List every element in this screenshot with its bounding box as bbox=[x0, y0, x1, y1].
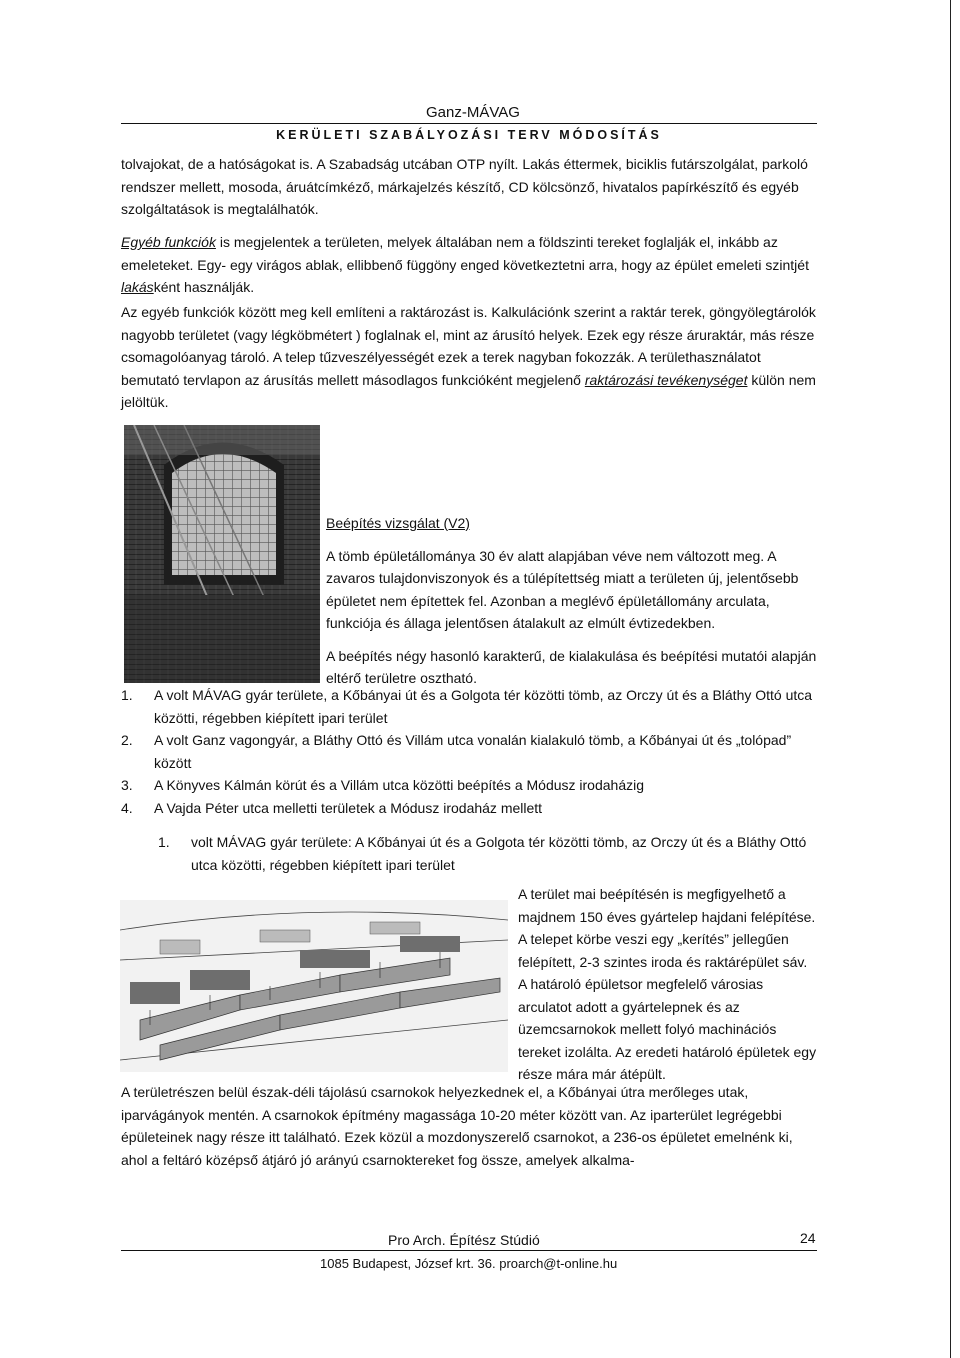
list-item-text: A volt Ganz vagongyár, a Bláthy Ottó és Villám utca vonalán kialakuló tömb, a Kőbányai út és „tolópad” között bbox=[154, 732, 792, 771]
page-number: 24 bbox=[800, 1230, 816, 1246]
header-subtitle: KERÜLETI SZABÁLYOZÁSI TERV MÓDOSÍTÁS bbox=[276, 128, 662, 142]
housing-term: lakás bbox=[121, 279, 154, 295]
list-item-text: A volt MÁVAG gyár területe, a Kőbányai út és a Golgota tér közötti tömb, az Orczy út és a Bláthy Ottó utca közötti, régebben kiépített ipari terület bbox=[154, 687, 813, 726]
header-title: Ganz-MÁVAG bbox=[426, 104, 520, 121]
storage-paragraph bbox=[121, 301, 817, 414]
intro-paragraph bbox=[121, 153, 817, 221]
halls-paragraph bbox=[121, 1081, 817, 1171]
subsection-heading bbox=[158, 831, 817, 876]
subsection-text: volt MÁVAG gyár területe: A Kőbányai út és a Golgota tér közötti tömb, az Orczy út és a Bláthy Ottó utca közötti, régebben kiépített ipari terület bbox=[191, 834, 807, 873]
scan-edge-line bbox=[950, 0, 951, 1358]
subsection-number: 1. bbox=[158, 834, 170, 850]
other-functions-text: is megjelentek a területen, melyek általában nem a földszinti tereket foglalják el, inkább az emeleteket. Egy- egy virágos ablak, ellibbenő függöny enged következtetni arra, hogy az épület emeleti szintjét bbox=[121, 234, 809, 273]
v2-heading: Beépítés vizsgálat (V2) bbox=[326, 515, 470, 531]
list-item bbox=[121, 797, 817, 820]
other-functions-paragraph bbox=[121, 231, 817, 299]
halls-text: A területrészen belül észak-déli tájolású csarnokok helyezkednek el, a Kőbányai útra merőleges utak, iparvágányok mentén. A csarnokok építmény magassága 10-20 méter között van. Az iparterület legrégebbi épületeinek nagy része itt található. Ezek közül a mozdonyszerelő csarnokot, a 236-os épületet emelnénk ki, ahol a feltáró középső átjáró jó arányú csarnoktereket fog össze, amelyek alkalma- bbox=[121, 1084, 793, 1168]
list-item-text: A Vajda Péter utca melletti területek a Módusz irodaház mellett bbox=[154, 799, 543, 816]
storage-term: raktározási tevékenységet bbox=[584, 371, 748, 388]
intro-text: tolvajokat, de a hatóságokat is. A Szabadság utcában OTP nyílt. Lakás éttermek, biciklis futárszolgálat, parkoló rendszer mellett, mosoda, áruátcímkéző, márkajelzés készítő, CD kölcsönző, hivatalos papírkészítő és egyéb szolgáltatások is megtalálhatók. bbox=[121, 156, 808, 217]
storage-end: külön nem jelöltük. bbox=[121, 371, 816, 410]
list-item-number: 1. bbox=[121, 687, 133, 703]
factory-building-photo bbox=[124, 425, 320, 683]
v2-paragraph-2: A beépítés négy hasonló karakterű, de kialakulása és beépítési mutatói alapján eltérő területre osztható. bbox=[326, 647, 817, 686]
factory-site-engraving bbox=[120, 900, 508, 1072]
list-item-number: 3. bbox=[121, 777, 133, 793]
list-item bbox=[121, 774, 817, 797]
list-item bbox=[121, 684, 817, 729]
footer-rule bbox=[121, 1250, 817, 1251]
site-description bbox=[518, 883, 818, 1086]
v2-section bbox=[326, 512, 818, 690]
other-functions-end: ként használják. bbox=[153, 279, 255, 295]
area-list bbox=[121, 684, 817, 819]
list-item-text: A Könyves Kálmán körút és a Villám utca közötti beépítés a Módusz irodaházig bbox=[154, 777, 645, 793]
site-description-text: A terület mai beépítésén is megfigyelhető a majdnem 150 éves gyártelep hajdani felépítése. A telepet körbe veszi egy „kerítés” jellegűen felépített, 2-3 szintes iroda és raktárépület sáv. A határoló épületsor megfelelő városias arculatot adott a gyártelepnek és az üzemcsarnokok mellett folyó machinációs tereket izolálta. Az eredeti határoló épületek egy része mára már átépült. bbox=[518, 886, 817, 1082]
list-item-number: 2. bbox=[121, 732, 133, 748]
list-item-number: 4. bbox=[121, 799, 133, 816]
footer-studio: Pro Arch. Építész Stúdió bbox=[388, 1232, 540, 1248]
v2-paragraph-1: A tömb épületállománya 30 év alatt alapjában véve nem változott meg. A zavaros tulajdonviszonyok és a túlépítettség miatt a területen új, jelentősebb épületet nem építettek fel. Azonban a meglévő épületállomány arculata, funkciója és állaga jelentősen átalakult az elmúlt évtizedekben. bbox=[326, 547, 799, 631]
list-item bbox=[121, 729, 817, 774]
storage-text: Az egyéb funkciók között meg kell említeni a raktározást is. Kalkulációnk szerint a raktár terek, göngyölegtárolók nagyobb területet (vagy légköbmétert ) foglalnak el, mint az árusító helyek. Ezek egy része áruraktár, más része csomagolóanyag tároló. A telep tűzveszélyességét ezek a terek nagyban fokozzák. A területhasználatot bemutató tervlapon az árusítás mellett másodlagos funkcióként megjelenő bbox=[121, 304, 816, 388]
footer-address: 1085 Budapest, József krt. 36. proarch@t-online.hu bbox=[320, 1256, 618, 1271]
other-functions-term: Egyéb funkciók bbox=[121, 234, 216, 250]
header-rule bbox=[121, 123, 817, 124]
